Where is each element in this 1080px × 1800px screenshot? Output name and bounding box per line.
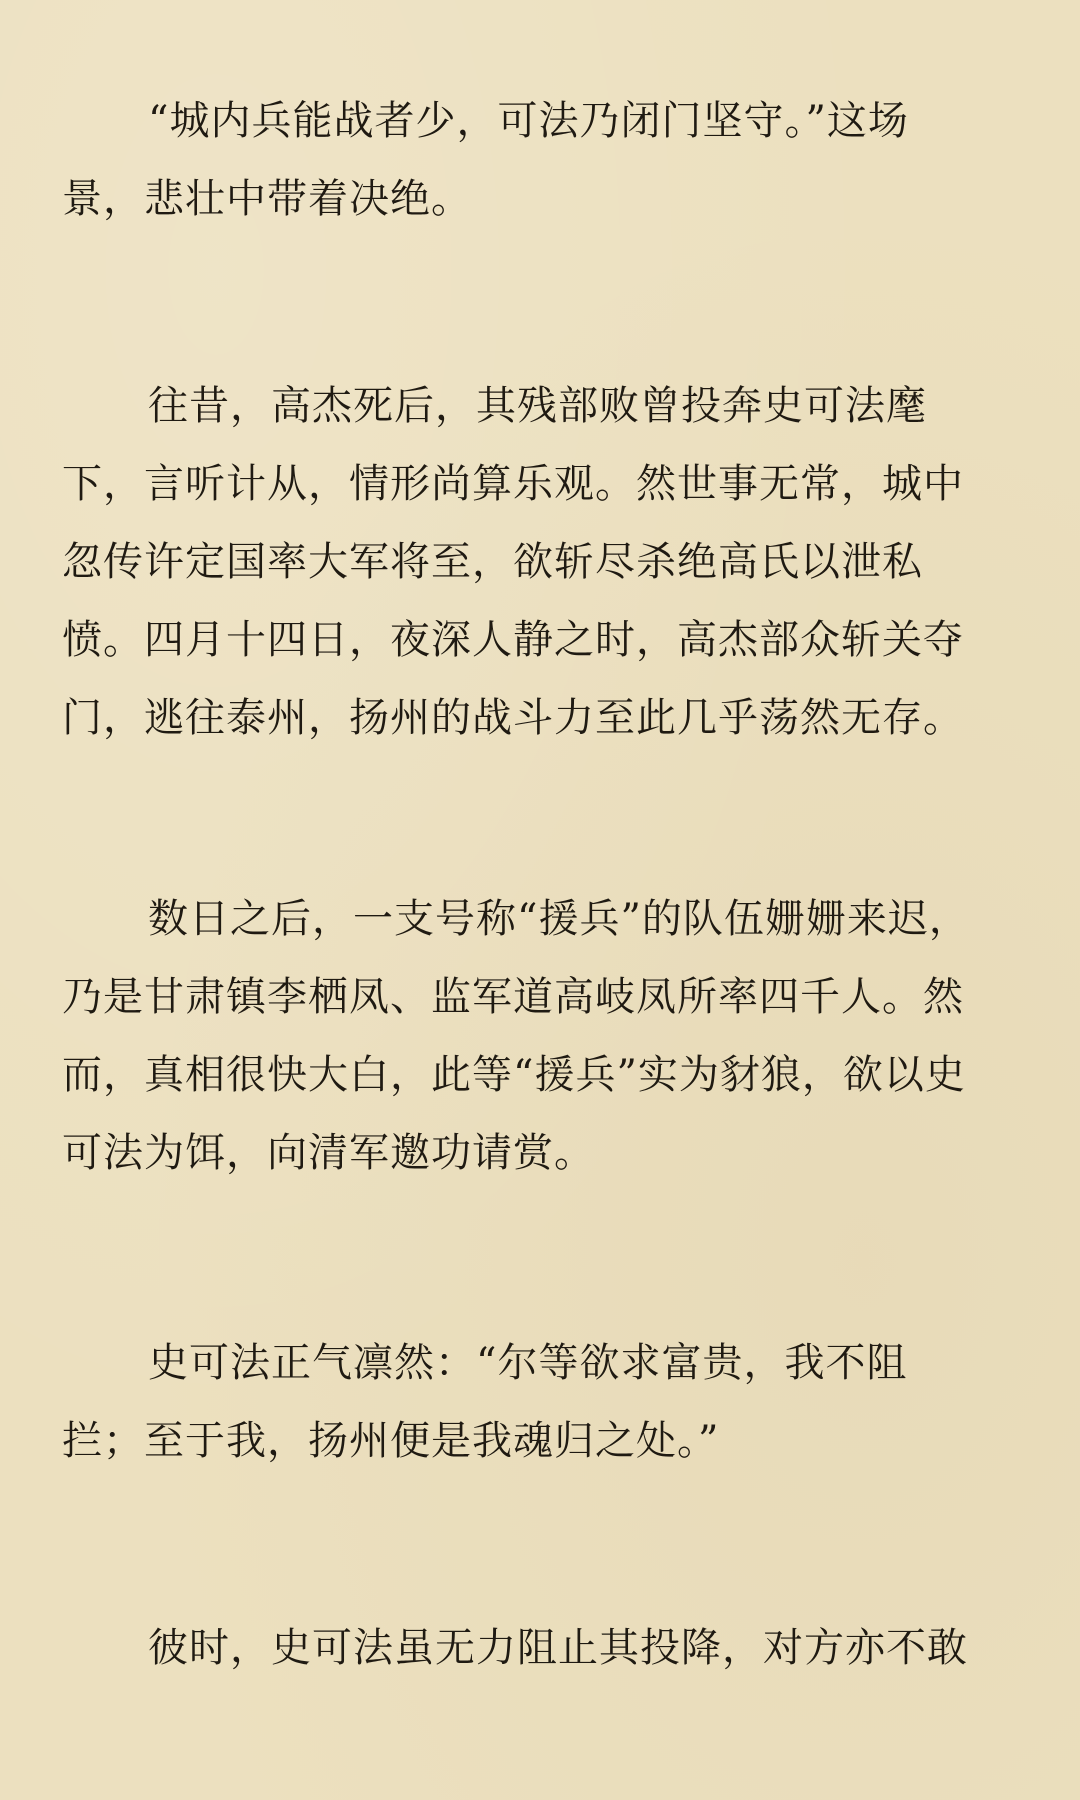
paragraph-2-line-2: 下，言听计从，情形尚算乐观。然世事无常，城中 <box>62 461 964 507</box>
paragraph-3-line-1: 数日之后，一支号称“援兵”的队伍姗姗来迟， <box>148 896 970 942</box>
paragraph-3-line-3: 而，真相很快大白，此等“援兵”实为豺狼，欲以史 <box>62 1052 966 1098</box>
paragraph-5 <box>62 1609 1012 1687</box>
paragraph-2-line-1: 往昔，高杰死后，其残部败曾投奔史可法麾 <box>148 383 927 429</box>
paragraph-4-line-2: 拦；至于我，扬州便是我魂归之处。” <box>62 1418 720 1464</box>
paragraph-1-line-1: “城内兵能战者少，可法乃闭门坚守。”这场 <box>148 98 909 144</box>
paragraph-3 <box>62 880 1012 1192</box>
paragraph-4-line-1: 史可法正气凛然：“尔等欲求富贵，我不阻 <box>148 1340 908 1386</box>
paragraph-1 <box>62 82 1012 238</box>
paragraph-2-line-5: 门，逃往泰州，扬州的战斗力至此几乎荡然无存。 <box>62 695 964 741</box>
paragraph-1-line-2: 景，悲壮中带着决绝。 <box>62 176 472 222</box>
paragraph-3-line-4: 可法为饵，向清军邀功请赏。 <box>62 1130 595 1176</box>
paragraph-3-line-2: 乃是甘肃镇李栖凤、监军道高岐凤所率四千人。然 <box>62 974 964 1020</box>
paragraph-2-line-3: 忽传许定国率大军将至，欲斩尽杀绝高氏以泄私 <box>62 539 923 585</box>
paragraph-2-line-4: 愤。四月十四日，夜深人静之时，高杰部众斩关夺 <box>62 617 964 663</box>
paragraph-5-line-1: 彼时，史可法虽无力阻止其投降，对方亦不敢 <box>148 1625 968 1671</box>
paragraph-2 <box>62 367 1012 757</box>
paragraph-4 <box>62 1324 1012 1480</box>
